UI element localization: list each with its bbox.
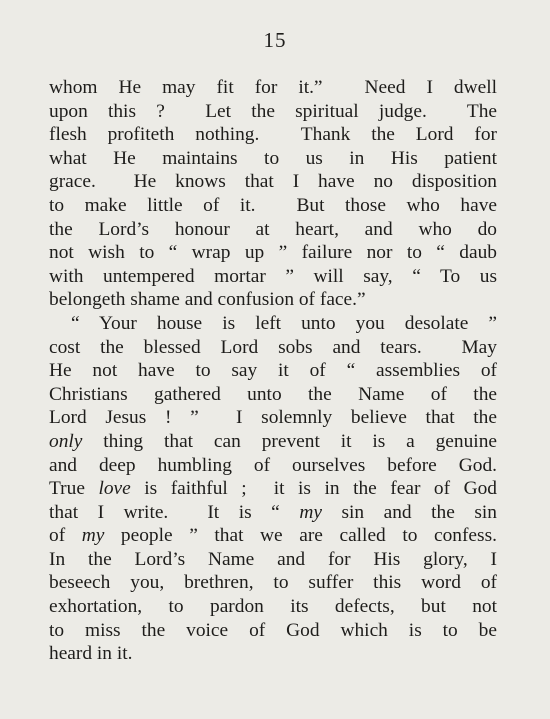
text-line: exhortation, to pardon its defects, but not xyxy=(49,596,497,618)
text-line: upon this ? Let the spiritual judge. The xyxy=(49,100,497,122)
text-line: Christians gathered unto the Name of the xyxy=(49,383,497,405)
text-line: In the Lord’s Name and for His glory, I xyxy=(49,548,497,570)
text-line: to miss the voice of God which is to be xyxy=(49,619,497,641)
text-line: that I write. It is “ my sin and the sin xyxy=(49,501,497,523)
text-line: True love is faithful ; it is in the fear of God xyxy=(49,478,497,500)
text-line: with untempered mortar ” will say, “ To us xyxy=(49,265,497,287)
text-line: what He maintains to us in His patient xyxy=(49,147,497,169)
text-line: grace. He knows that I have no disposition xyxy=(49,171,497,193)
text-line: and deep humbling of ourselves before God. xyxy=(49,454,497,476)
text-line: not wish to “ wrap up ” failure nor to “ daub xyxy=(49,242,497,264)
text-line: “ Your house is left unto you desolate ” xyxy=(71,312,497,334)
text-line: cost the blessed Lord sobs and tears. May xyxy=(49,336,497,358)
text-line: the Lord’s honour at heart, and who do xyxy=(49,218,497,240)
text-line: Lord Jesus ! ” I solemnly believe that the xyxy=(49,407,497,429)
text-line: beseech you, brethren, to suffer this word of xyxy=(49,572,497,594)
text-line: of my people ” that we are called to confess. xyxy=(49,525,497,547)
text-line: flesh profiteth nothing. Thank the Lord for xyxy=(49,124,497,146)
text-line: whom He may fit for it.” Need I dwell xyxy=(49,77,497,98)
text-line: belongeth shame and confusion of face.” xyxy=(49,289,366,311)
text-line: only thing that can prevent it is a genuine xyxy=(49,430,497,452)
body-text xyxy=(49,76,497,666)
text-line: He not have to say it of “ assemblies of xyxy=(49,360,497,382)
text-line: to make little of it. But those who have xyxy=(49,194,497,216)
page-number: 15 xyxy=(263,28,287,52)
text-line: heard in it. xyxy=(49,643,133,665)
